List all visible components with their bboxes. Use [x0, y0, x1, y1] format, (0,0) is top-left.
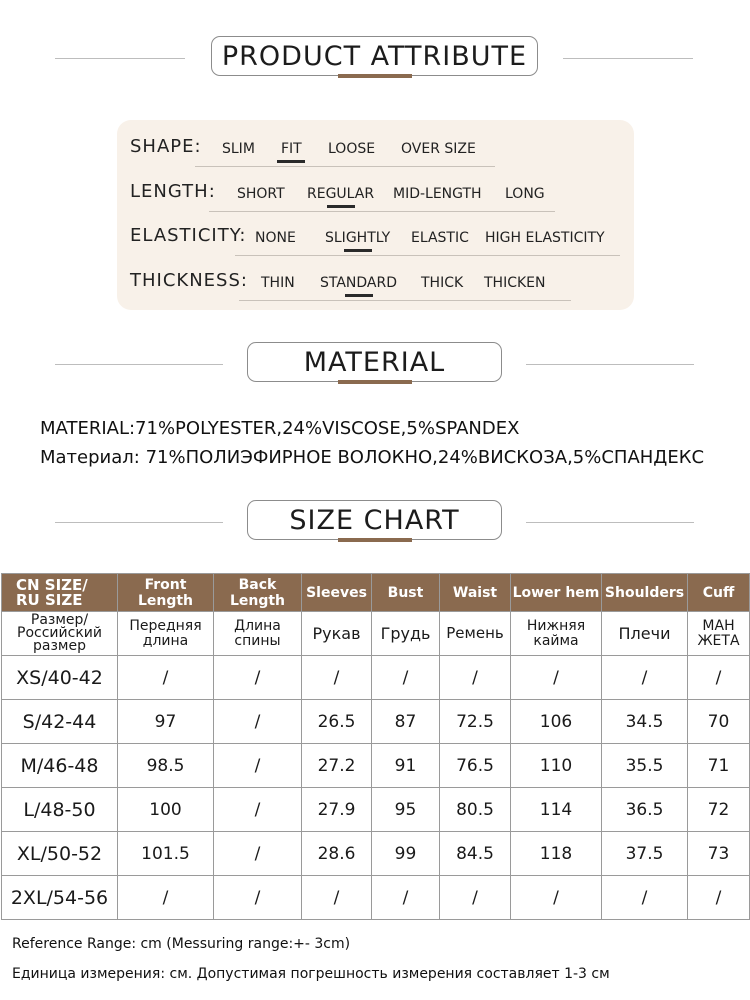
table-cell: / — [602, 876, 688, 920]
attribute-option: HIGH ELASTICITY — [485, 230, 605, 246]
table-header-cell: Передняя длина — [118, 612, 214, 656]
table-cell: 80.5 — [440, 788, 511, 832]
table-cell: S/42-44 — [2, 700, 118, 744]
table-cell: / — [302, 876, 372, 920]
table-cell: 71 — [688, 744, 750, 788]
table-header-cell: Рукав — [302, 612, 372, 656]
table-cell: / — [372, 876, 440, 920]
table-cell: M/46-48 — [2, 744, 118, 788]
table-cell: 106 — [511, 700, 602, 744]
attribute-option: MID-LENGTH — [393, 186, 482, 202]
table-cell: L/48-50 — [2, 788, 118, 832]
table-cell: XS/40-42 — [2, 656, 118, 700]
attribute-row-length — [117, 175, 634, 215]
table-row — [2, 832, 750, 876]
table-cell: / — [118, 656, 214, 700]
table-cell: 28.6 — [302, 832, 372, 876]
table-cell: 114 — [511, 788, 602, 832]
table-cell: / — [214, 700, 302, 744]
divider-left — [55, 522, 223, 523]
attribute-option-selected: FIT — [281, 141, 302, 157]
attribute-option: SLIM — [222, 141, 255, 157]
attribute-option: THICKEN — [484, 275, 546, 291]
table-cell: 87 — [372, 700, 440, 744]
table-cell: / — [688, 876, 750, 920]
table-cell: 72.5 — [440, 700, 511, 744]
table-header-cell: Front Length — [118, 574, 214, 612]
divider-right — [526, 522, 694, 523]
table-cell: / — [372, 656, 440, 700]
table-cell: 91 — [372, 744, 440, 788]
section-title: MATERIAL — [303, 346, 446, 378]
table-header-cell: МАН ЖЕТА — [688, 612, 750, 656]
table-cell: / — [118, 876, 214, 920]
attribute-option: OVER SIZE — [401, 141, 476, 157]
table-cell: XL/50-52 — [2, 832, 118, 876]
table-cell: 34.5 — [602, 700, 688, 744]
table-header-cell: Cuff — [688, 574, 750, 612]
table-header-cell: Длина спины — [214, 612, 302, 656]
table-cell: 101.5 — [118, 832, 214, 876]
table-cell: 118 — [511, 832, 602, 876]
table-cell: 26.5 — [302, 700, 372, 744]
table-cell: 72 — [688, 788, 750, 832]
table-cell: / — [440, 876, 511, 920]
table-header-cell: Back Length — [214, 574, 302, 612]
section-title-pill — [211, 36, 538, 76]
table-header-cell: Bust — [372, 574, 440, 612]
table-cell: 95 — [372, 788, 440, 832]
accent-bar — [338, 380, 412, 384]
divider-left — [55, 58, 185, 59]
table-cell: 99 — [372, 832, 440, 876]
section-title-pill — [247, 500, 502, 540]
divider-left — [55, 364, 223, 365]
table-cell: / — [440, 656, 511, 700]
table-cell: / — [214, 832, 302, 876]
section-title: SIZE CHART — [289, 504, 460, 536]
table-cell: 27.9 — [302, 788, 372, 832]
table-cell: 27.2 — [302, 744, 372, 788]
attribute-option: LOOSE — [328, 141, 376, 157]
table-cell: 37.5 — [602, 832, 688, 876]
attribute-option: SHORT — [237, 186, 285, 202]
table-cell: / — [511, 656, 602, 700]
attribute-label: ELASTICITY: — [130, 225, 247, 246]
attribute-underline — [235, 255, 620, 256]
material-text-ru: Материал: 71%ПОЛИЭФИРНОЕ ВОЛОКНО,24%ВИСКОЗА,5%СПАНДЕКС — [40, 447, 705, 468]
table-header-row-ru — [2, 612, 750, 656]
table-cell: 98.5 — [118, 744, 214, 788]
table-row — [2, 788, 750, 832]
attribute-row-shape — [117, 130, 634, 170]
material-text-en: MATERIAL:71%POLYESTER,24%VISCOSE,5%SPANDEX — [40, 418, 520, 439]
attribute-underline — [195, 166, 495, 167]
attribute-label: THICKNESS: — [130, 270, 248, 291]
attribute-option-selected: REGULAR — [307, 186, 375, 202]
table-cell: / — [302, 656, 372, 700]
material-header — [0, 340, 750, 390]
table-header-cell: Плечи — [602, 612, 688, 656]
divider-right — [526, 364, 694, 365]
attribute-option: LONG — [505, 186, 545, 202]
table-cell: / — [214, 744, 302, 788]
measurement-note-ru: Единица измерения: см. Допустимая погрешность измерения составляет 1-3 см — [12, 966, 610, 982]
accent-bar — [338, 538, 412, 542]
table-header-cell — [2, 574, 118, 612]
table-header-row-en — [2, 574, 750, 612]
attribute-option-selected: SLIGHTLY — [325, 230, 391, 246]
table-cell: 36.5 — [602, 788, 688, 832]
table-row — [2, 656, 750, 700]
attribute-underline — [239, 300, 571, 301]
table-cell: / — [511, 876, 602, 920]
attribute-option: NONE — [255, 230, 296, 246]
table-cell: 84.5 — [440, 832, 511, 876]
table-header-cell: Sleeves — [302, 574, 372, 612]
table-header-cell: Shoulders — [602, 574, 688, 612]
attribute-underline — [209, 211, 555, 212]
size-chart-table — [1, 573, 750, 920]
table-header-cell: Waist — [440, 574, 511, 612]
attribute-option: THICK — [421, 275, 464, 291]
table-header-cell: Нижняя кайма — [511, 612, 602, 656]
attribute-option: ELASTIC — [411, 230, 469, 246]
size-chart-header — [0, 498, 750, 548]
table-row — [2, 744, 750, 788]
table-cell: / — [688, 656, 750, 700]
product-attribute-header — [0, 34, 750, 84]
table-cell: 2XL/54-56 — [2, 876, 118, 920]
attribute-row-thickness — [117, 264, 634, 304]
table-cell: 110 — [511, 744, 602, 788]
reference-range-note: Reference Range: cm (Messuring range:+- 3cm) — [12, 936, 351, 952]
table-cell: 76.5 — [440, 744, 511, 788]
section-title-pill — [247, 342, 502, 382]
table-cell: 97 — [118, 700, 214, 744]
table-header-cell: Размер/ Российский размер — [2, 612, 118, 656]
table-cell: / — [602, 656, 688, 700]
divider-right — [563, 58, 693, 59]
table-cell: / — [214, 876, 302, 920]
attribute-label: LENGTH: — [130, 181, 216, 202]
table-header-cell: Lower hem — [511, 574, 602, 612]
table-header-cell: Грудь — [372, 612, 440, 656]
attribute-label: SHAPE: — [130, 136, 202, 157]
table-cell: 35.5 — [602, 744, 688, 788]
accent-bar — [338, 74, 412, 78]
table-cell: 70 — [688, 700, 750, 744]
table-cell: 73 — [688, 832, 750, 876]
table-cell: 100 — [118, 788, 214, 832]
table-row — [2, 876, 750, 920]
table-cell: / — [214, 656, 302, 700]
attribute-row-elasticity — [117, 219, 634, 259]
table-row — [2, 700, 750, 744]
attribute-option: THIN — [261, 275, 295, 291]
header-line: CN SIZE/ RU SIZE — [16, 575, 88, 609]
section-title: PRODUCT ATTRIBUTE — [221, 40, 528, 72]
attribute-option-selected: STANDARD — [320, 275, 398, 291]
table-cell: / — [214, 788, 302, 832]
table-header-cell: Ремень — [440, 612, 511, 656]
attribute-card — [117, 120, 634, 310]
